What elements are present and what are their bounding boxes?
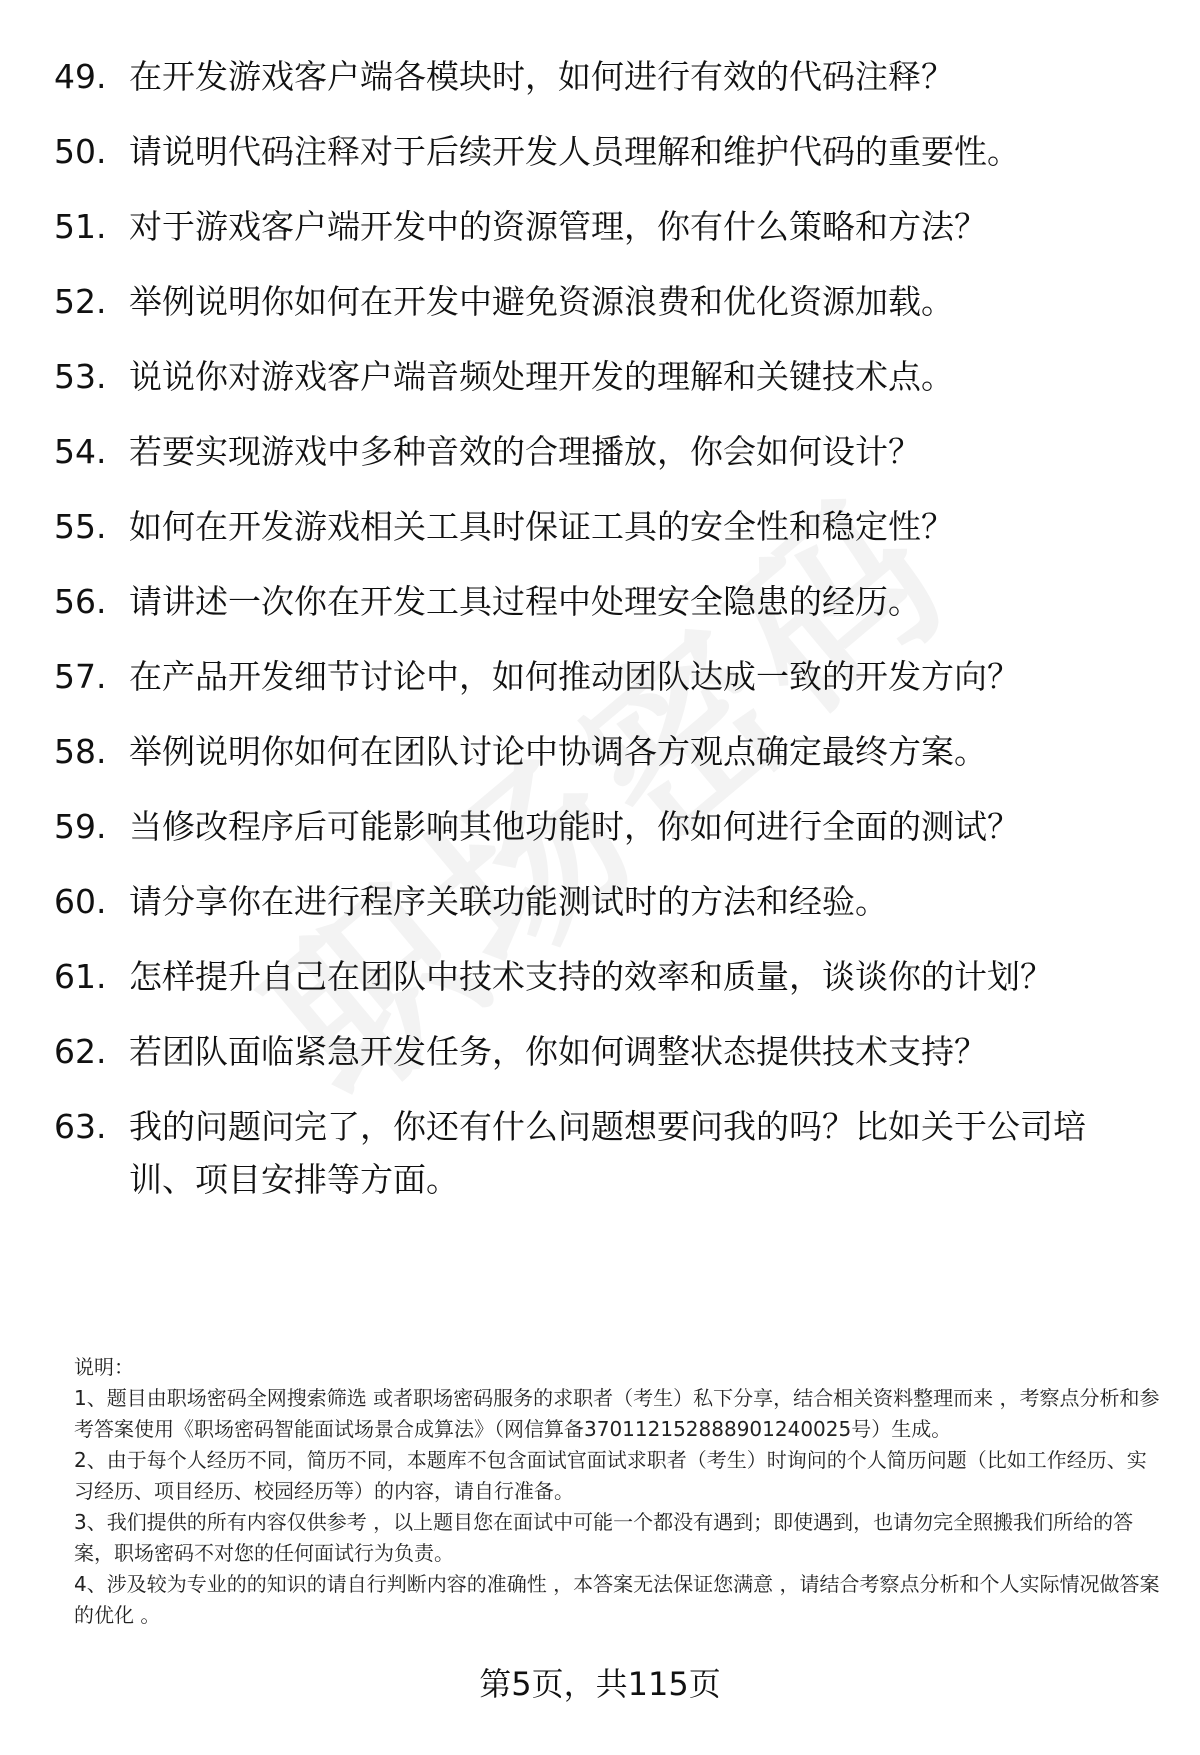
question-item <box>54 800 1154 853</box>
question-item <box>54 425 1154 478</box>
question-text: 若团队面临紧急开发任务，你如何调整状态提供技术支持？ <box>129 1032 987 1071</box>
question-number: 60. <box>54 882 107 921</box>
question-item <box>54 725 1154 778</box>
question-number: 55. <box>54 507 107 546</box>
question-number: 56. <box>54 582 107 621</box>
question-item <box>54 125 1154 178</box>
question-item <box>54 500 1154 553</box>
notes-item: 1、题目由职场密码全网搜索筛选 或者职场密码服务的求职者（考生）私下分享，结合相关资料整理而来 ，考察点分析和参考答案使用《职场密码智能面试场景合成算法》（网信算备370112152888901240025号）生成。 <box>74 1386 1160 1441</box>
question-number: 52. <box>54 282 107 321</box>
question-number: 59. <box>54 807 107 846</box>
question-number: 49. <box>54 57 107 96</box>
question-text: 请讲述一次你在开发工具过程中处理安全隐患的经历。 <box>129 582 921 621</box>
question-item <box>54 50 1154 103</box>
question-number: 58. <box>54 732 107 771</box>
notes-heading: 说明： <box>74 1355 134 1379</box>
notes-section <box>74 1352 1164 1631</box>
question-number: 57. <box>54 657 107 696</box>
question-number: 62. <box>54 1032 107 1071</box>
question-text: 当修改程序后可能影响其他功能时，你如何进行全面的测试？ <box>129 807 1020 846</box>
question-text: 请说明代码注释对于后续开发人员理解和维护代码的重要性。 <box>129 132 1020 171</box>
question-item <box>54 1025 1154 1078</box>
notes-item: 4、涉及较为专业的的知识的请自行判断内容的准确性 ，本答案无法保证您满意 ，请结合考察点分析和个人实际情况做答案的优化 。 <box>74 1572 1160 1627</box>
question-item <box>54 875 1154 928</box>
question-number: 53. <box>54 357 107 396</box>
question-item <box>54 950 1154 1003</box>
question-number: 63. <box>54 1107 107 1146</box>
question-text: 说说你对游戏客户端音频处理开发的理解和关键技术点。 <box>129 357 954 396</box>
question-text: 举例说明你如何在团队讨论中协调各方观点确定最终方案。 <box>129 732 987 771</box>
question-text: 请分享你在进行程序关联功能测试时的方法和经验。 <box>129 882 888 921</box>
question-text: 若要实现游戏中多种音效的合理播放，你会如何设计？ <box>129 432 921 471</box>
question-number: 54. <box>54 432 107 471</box>
question-text: 举例说明你如何在开发中避免资源浪费和优化资源加载。 <box>129 282 954 321</box>
question-text: 怎样提升自己在团队中技术支持的效率和质量，谈谈你的计划？ <box>129 957 1053 996</box>
question-number: 61. <box>54 957 107 996</box>
page-footer: 第5页，共115页 <box>479 1665 721 1703</box>
notes-item: 3、我们提供的所有内容仅供参考 ，以上题目您在面试中可能一个都没有遇到；即使遇到，也请勿完全照搬我们所给的答案，职场密码不对您的任何面试行为负责。 <box>74 1510 1134 1565</box>
notes-item: 2、由于每个人经历不同，简历不同，本题库不包含面试官面试求职者（考生）时询问的个人简历问题（比如工作经历、实习经历、项目经历、校园经历等）的内容，请自行准备。 <box>74 1448 1147 1503</box>
question-item <box>54 650 1154 703</box>
question-number: 51. <box>54 207 107 246</box>
question-item <box>54 200 1154 253</box>
question-text: 对于游戏客户端开发中的资源管理，你有什么策略和方法？ <box>129 207 987 246</box>
question-item <box>54 1100 1154 1206</box>
question-number: 50. <box>54 132 107 171</box>
question-item <box>54 350 1154 403</box>
question-text: 在开发游戏客户端各模块时，如何进行有效的代码注释？ <box>129 57 954 96</box>
question-item <box>54 575 1154 628</box>
question-item <box>54 275 1154 328</box>
question-text: 在产品开发细节讨论中，如何推动团队达成一致的开发方向？ <box>129 657 1020 696</box>
question-text: 我的问题问完了，你还有什么问题想要问我的吗？比如关于公司培训、项目安排等方面。 <box>129 1107 1086 1199</box>
question-text: 如何在开发游戏相关工具时保证工具的安全性和稳定性？ <box>129 507 954 546</box>
